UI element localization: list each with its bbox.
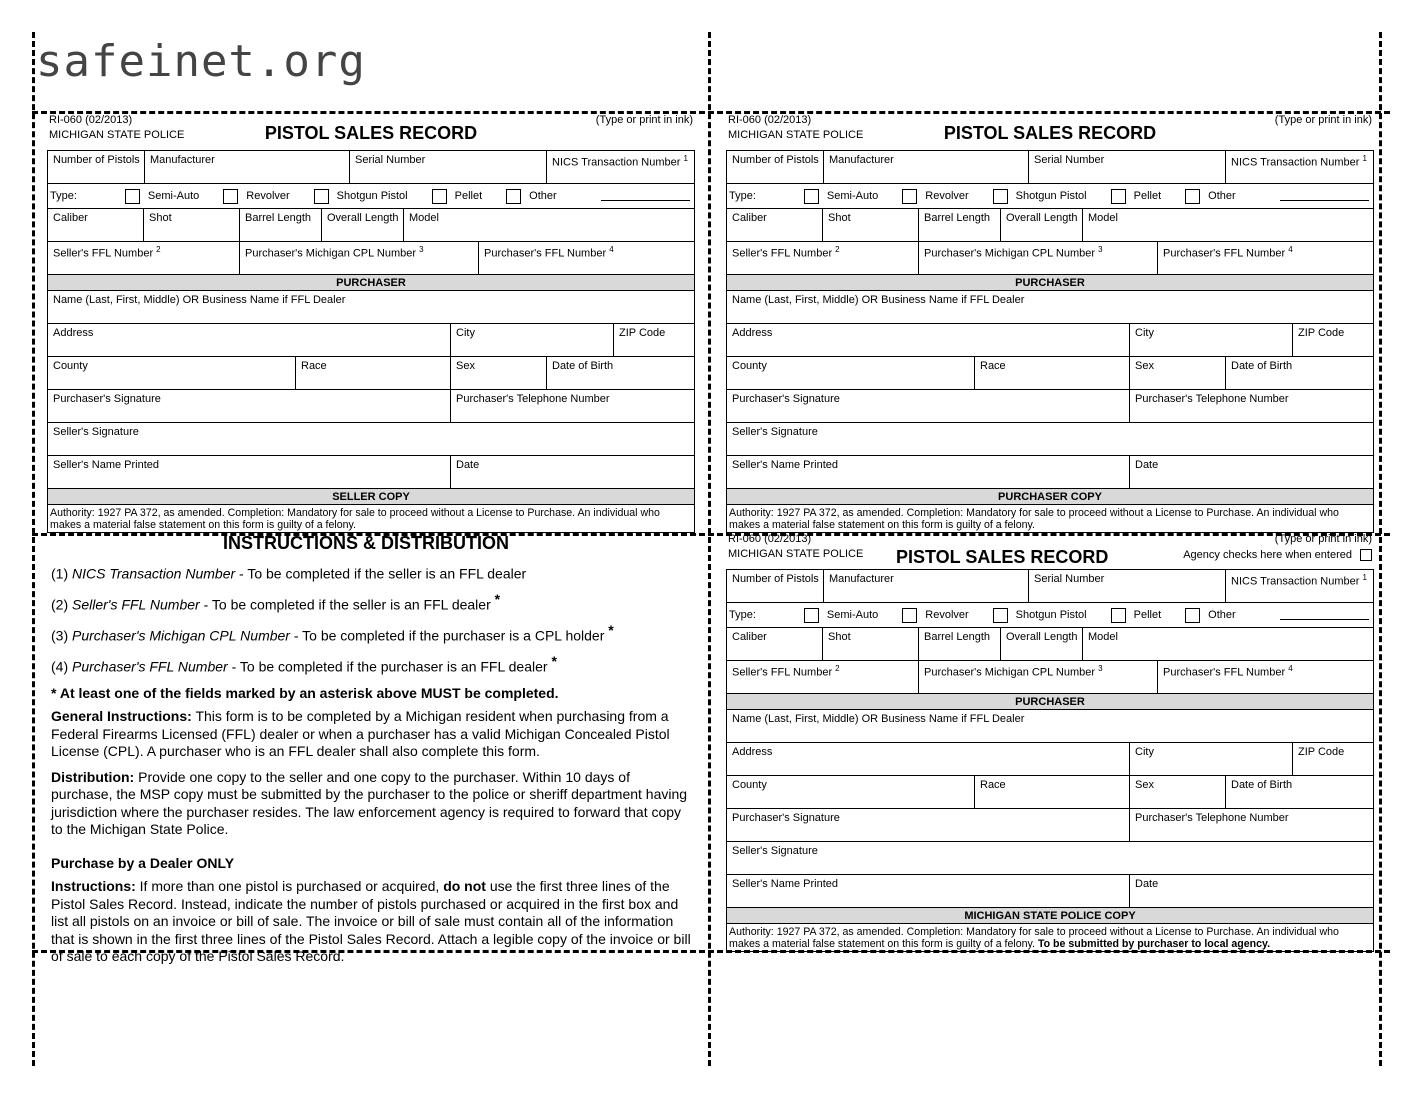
zip-field[interactable]: ZIP Code [619, 327, 666, 339]
county-row [727, 776, 1373, 809]
revolver-label: Revolver [925, 190, 969, 202]
form-code: RI-060 (02/2013) [49, 114, 133, 126]
nics-field[interactable]: NICS Transaction Number $^1$ [552, 154, 688, 169]
form-seller-copy [47, 114, 695, 533]
barrel-length-field[interactable]: Barrel Length [919, 209, 1001, 241]
type-row [48, 184, 694, 209]
dealer-instructions: Instructions: If more than one pistol is purchased or acquired, do not use the first three lines of the Pistol Sales Record. Instead, indicate the number of pistols purchased or acquired in the first box and list all pistols on an invoice or bill of sale. The invoice or bill of sale must contain all of the information that is shown in the first three lines of the Pistol Sales Record. Attach a legible copy of the invoice or bill of sale to each copy of the Pistol Sales Record. [51, 878, 691, 965]
type-ink-note: (Type or print in ink) [1274, 533, 1372, 545]
seller-signature-row [48, 423, 694, 456]
authority-note: Authority: 1927 PA 372, as amended. Completion: Mandatory for sale to proceed without a License to Purchase. An individual who makes a material false statement on this form is guilty of a felony. [48, 505, 694, 533]
city-field[interactable]: City [451, 324, 614, 356]
cut-line-center [708, 32, 711, 1066]
cut-line-left [32, 32, 35, 1066]
ffl-row [48, 242, 694, 275]
form-grid [726, 150, 1374, 533]
pistol-row [48, 151, 694, 184]
seller-name-field[interactable]: Seller's Name Printed [48, 456, 451, 488]
authority-note: Authority: 1927 PA 372, as amended. Completion: Mandatory for sale to proceed without a License to Purchase. An individual who makes a material false statement on this form is guilty of a felony. [727, 505, 1373, 533]
dob-field[interactable]: Date of Birth [1231, 360, 1293, 372]
dealer-heading: Purchase by a Dealer ONLY [51, 854, 235, 871]
serial-number-field[interactable]: Serial Number [350, 151, 547, 183]
manufacturer-field[interactable]: Manufacturer [824, 570, 1029, 602]
shot-field[interactable]: Shot [823, 209, 919, 241]
other-type-line[interactable] [1280, 200, 1369, 201]
name-row [727, 291, 1373, 324]
revolver-label: Revolver [246, 190, 290, 202]
distribution-instructions: Distribution: Provide one copy to the seller and one copy to the purchaser. Within 10 days of purchase, the MSP copy must be submitted by the purchaser to the police or sheriff department having jurisdiction where the purchaser resides. The law enforcement agency is required to forward that copy to the Michigan State Police. [51, 768, 688, 838]
agency-name: MICHIGAN STATE POLICE [728, 548, 864, 560]
purchaser-ffl-field[interactable]: Purchaser's FFL Number $^4$ [484, 245, 614, 260]
revolver-checkbox[interactable] [223, 189, 238, 204]
other-label: Other [1208, 190, 1236, 202]
other-type-line[interactable] [601, 200, 690, 201]
shotgun-pistol-label: Shotgun Pistol [1015, 609, 1087, 621]
name-field[interactable]: Name (Last, First, Middle) OR Business Name if FFL Dealer [53, 294, 346, 306]
type-ink-note: (Type or print in ink) [595, 114, 693, 126]
seller-name-field[interactable]: Seller's Name Printed [727, 456, 1130, 488]
seller-name-row [727, 456, 1373, 489]
purchaser-phone-field[interactable]: Purchaser's Telephone Number [456, 393, 610, 405]
shotgun-pistol-checkbox[interactable] [993, 189, 1008, 204]
ffl-row [727, 242, 1373, 275]
dob-field[interactable]: Date of Birth [1231, 779, 1293, 791]
city-field[interactable]: City [1130, 324, 1293, 356]
manufacturer-field[interactable]: Manufacturer [145, 151, 350, 183]
semi-auto-label: Semi-Auto [826, 609, 879, 621]
purchaser-cpl-field[interactable]: Purchaser's Michigan CPL Number $^3$ [919, 661, 1158, 693]
number-of-pistols-field[interactable]: Number of Pistols [48, 151, 145, 183]
race-field[interactable]: Race [975, 776, 1130, 808]
purchaser-section-header: PURCHASER [727, 275, 1373, 291]
shot-field[interactable]: Shot [823, 628, 919, 660]
model-field[interactable]: Model [1088, 631, 1118, 643]
seller-name-row [727, 875, 1373, 908]
type-row [727, 603, 1373, 628]
name-field[interactable]: Name (Last, First, Middle) OR Business Name if FFL Dealer [732, 713, 1025, 725]
seller-signature-field[interactable]: Seller's Signature [732, 845, 818, 857]
form-code: RI-060 (02/2013) [728, 533, 812, 545]
copy-label: PURCHASER COPY [727, 489, 1373, 505]
pistol-row [727, 570, 1373, 603]
revolver-label: Revolver [925, 609, 969, 621]
sex-field[interactable]: Sex [1130, 357, 1226, 389]
other-checkbox[interactable] [1185, 608, 1200, 623]
number-of-pistols-field[interactable]: Number of Pistols [727, 570, 824, 602]
pellet-checkbox[interactable] [1111, 189, 1126, 204]
agency-name: MICHIGAN STATE POLICE [728, 129, 864, 141]
sex-field[interactable]: Sex [451, 357, 547, 389]
barrel-length-field[interactable]: Barrel Length [919, 628, 1001, 660]
other-label: Other [1208, 609, 1236, 621]
other-checkbox[interactable] [506, 189, 521, 204]
agency-name: MICHIGAN STATE POLICE [49, 129, 185, 141]
purchaser-ffl-field[interactable]: Purchaser's FFL Number $^4$ [1163, 664, 1293, 679]
type-row [727, 184, 1373, 209]
other-checkbox[interactable] [1185, 189, 1200, 204]
copy-label: MICHIGAN STATE POLICE COPY [727, 908, 1373, 924]
purchaser-section-header: PURCHASER [48, 275, 694, 291]
revolver-checkbox[interactable] [902, 608, 917, 623]
semi-auto-checkbox[interactable] [804, 189, 819, 204]
dob-field[interactable]: Date of Birth [552, 360, 614, 372]
county-row [727, 357, 1373, 390]
form-header [47, 114, 695, 150]
county-field[interactable]: County [727, 776, 975, 808]
agency-checks: Agency checks here when entered [1183, 549, 1372, 561]
pellet-checkbox[interactable] [432, 189, 447, 204]
overall-length-field[interactable]: Overall Length [322, 209, 404, 241]
zip-field[interactable]: ZIP Code [1298, 327, 1345, 339]
seller-ffl-field[interactable]: Seller's FFL Number $^2$ [727, 242, 919, 274]
address-row [727, 743, 1373, 776]
seller-ffl-field[interactable]: Seller's FFL Number $^2$ [48, 242, 240, 274]
form-header [726, 114, 1374, 150]
seller-signature-field[interactable]: Seller's Signature [732, 426, 818, 438]
form-msp-copy [726, 533, 1374, 952]
form-code: RI-060 (02/2013) [728, 114, 812, 126]
purchaser-phone-field[interactable]: Purchaser's Telephone Number [1135, 812, 1289, 824]
seller-ffl-field[interactable]: Seller's FFL Number $^2$ [727, 661, 919, 693]
shotgun-pistol-checkbox[interactable] [314, 189, 329, 204]
race-field[interactable]: Race [296, 357, 451, 389]
general-instructions: General Instructions: This form is to be completed by a Michigan resident when purchasing from a Federal Firearms Licensed (FFL) dealer or when a purchaser has a valid Michigan Concealed Pistol License (CPL). A purchaser who is an FFL dealer shall also complete this form. [51, 708, 670, 760]
pistol-row [727, 151, 1373, 184]
other-label: Other [529, 190, 557, 202]
form-title: PISTOL SALES RECORD [264, 123, 478, 143]
form-purchaser-copy [726, 114, 1374, 533]
shotgun-pistol-label: Shotgun Pistol [336, 190, 408, 202]
cut-line-right [1379, 32, 1382, 1066]
other-type-line[interactable] [1280, 619, 1369, 620]
barrel-length-field[interactable]: Barrel Length [240, 209, 322, 241]
caliber-field[interactable]: Caliber [727, 628, 823, 660]
semi-auto-checkbox[interactable] [125, 189, 140, 204]
type-ink-note: (Type or print in ink) [1274, 114, 1372, 126]
name-row [48, 291, 694, 324]
instructions-heading: INSTRUCTIONS & DISTRIBUTION [223, 533, 509, 553]
shotgun-pistol-label: Shotgun Pistol [1015, 190, 1087, 202]
overall-length-field[interactable]: Overall Length [1001, 628, 1083, 660]
instruction-item: (1) NICS Transaction Number - To be completed if the seller is an FFL dealer [51, 565, 527, 582]
asterisk-note: * At least one of the fields marked by an asterisk above MUST be completed. [51, 684, 559, 701]
type-label: Type: [50, 190, 77, 202]
copy-label: SELLER COPY [48, 489, 694, 505]
address-field[interactable]: Address [727, 324, 1130, 356]
seller-signature-row [727, 842, 1373, 875]
address-field[interactable]: Address [727, 743, 1130, 775]
caliber-row [48, 209, 694, 242]
shotgun-pistol-checkbox[interactable] [993, 608, 1008, 623]
pellet-label: Pellet [454, 190, 483, 202]
address-field[interactable]: Address [48, 324, 451, 356]
authority-note: Authority: 1927 PA 372, as amended. Completion: Mandatory for sale to proceed without a License to Purchase. An individual who makes a material false statement on this form is guilty of a felony. To be submitted by purchaser to local agency. [727, 924, 1373, 952]
pellet-checkbox[interactable] [1111, 608, 1126, 623]
purchaser-ffl-field[interactable]: Purchaser's FFL Number $^4$ [1163, 245, 1293, 260]
instruction-item: (2) Seller's FFL Number - To be completed if the seller is an FFL dealer * [51, 591, 501, 613]
form-header [726, 533, 1374, 569]
zip-field[interactable]: ZIP Code [1298, 746, 1345, 758]
semi-auto-label: Semi-Auto [147, 190, 200, 202]
pellet-label: Pellet [1133, 190, 1162, 202]
model-field[interactable]: Model [409, 212, 439, 224]
nics-field[interactable]: NICS Transaction Number $^1$ [1231, 154, 1367, 169]
caliber-row [727, 209, 1373, 242]
agency-check-checkbox[interactable] [1360, 549, 1372, 561]
serial-number-field[interactable]: Serial Number [1029, 151, 1226, 183]
overall-length-field[interactable]: Overall Length [1001, 209, 1083, 241]
semi-auto-checkbox[interactable] [804, 608, 819, 623]
seller-signature-row [727, 423, 1373, 456]
purchaser-signature-field[interactable]: Purchaser's Signature [727, 809, 1130, 841]
county-field[interactable]: County [48, 357, 296, 389]
form-title: PISTOL SALES RECORD [896, 547, 1109, 567]
form-title: PISTOL SALES RECORD [943, 123, 1157, 143]
county-row [48, 357, 694, 390]
purchaser-signature-field[interactable]: Purchaser's Signature [48, 390, 451, 422]
purchaser-signature-row [727, 390, 1373, 423]
number-of-pistols-field[interactable]: Number of Pistols [727, 151, 824, 183]
instructions-section [51, 533, 691, 966]
type-label: Type: [729, 609, 756, 621]
purchaser-cpl-field[interactable]: Purchaser's Michigan CPL Number $^3$ [919, 242, 1158, 274]
caliber-field[interactable]: Caliber [48, 209, 144, 241]
name-field[interactable]: Name (Last, First, Middle) OR Business Name if FFL Dealer [732, 294, 1025, 306]
purchaser-signature-row [727, 809, 1373, 842]
purchaser-signature-row [48, 390, 694, 423]
seller-signature-field[interactable]: Seller's Signature [53, 426, 139, 438]
ffl-row [727, 661, 1373, 694]
city-field[interactable]: City [1130, 743, 1293, 775]
caliber-row [727, 628, 1373, 661]
date-field[interactable]: Date [1135, 878, 1159, 890]
watermark-logo: safeinet.org [36, 36, 366, 87]
type-label: Type: [729, 190, 756, 202]
purchaser-section-header: PURCHASER [727, 694, 1373, 710]
nics-field[interactable]: NICS Transaction Number $^1$ [1231, 573, 1367, 588]
seller-name-row [48, 456, 694, 489]
sex-field[interactable]: Sex [1130, 776, 1226, 808]
purchaser-signature-field[interactable]: Purchaser's Signature [727, 390, 1130, 422]
revolver-checkbox[interactable] [902, 189, 917, 204]
date-field[interactable]: Date [1135, 459, 1159, 471]
address-row [727, 324, 1373, 357]
purchaser-cpl-field[interactable]: Purchaser's Michigan CPL Number $^3$ [240, 242, 479, 274]
pellet-label: Pellet [1133, 609, 1162, 621]
name-row [727, 710, 1373, 743]
model-field[interactable]: Model [1088, 212, 1118, 224]
manufacturer-field[interactable]: Manufacturer [824, 151, 1029, 183]
instruction-item: (3) Purchaser's Michigan CPL Number - To be completed if the purchaser is a CPL holder * [51, 622, 614, 644]
shot-field[interactable]: Shot [144, 209, 240, 241]
address-row [48, 324, 694, 357]
seller-name-field[interactable]: Seller's Name Printed [727, 875, 1130, 907]
serial-number-field[interactable]: Serial Number [1029, 570, 1226, 602]
caliber-field[interactable]: Caliber [727, 209, 823, 241]
form-grid [726, 569, 1374, 952]
date-field[interactable]: Date [456, 459, 480, 471]
semi-auto-label: Semi-Auto [826, 190, 879, 202]
race-field[interactable]: Race [975, 357, 1130, 389]
purchaser-phone-field[interactable]: Purchaser's Telephone Number [1135, 393, 1289, 405]
form-grid [47, 150, 695, 533]
instruction-item: (4) Purchaser's FFL Number - To be completed if the purchaser is an FFL dealer * [51, 653, 557, 676]
county-field[interactable]: County [727, 357, 975, 389]
